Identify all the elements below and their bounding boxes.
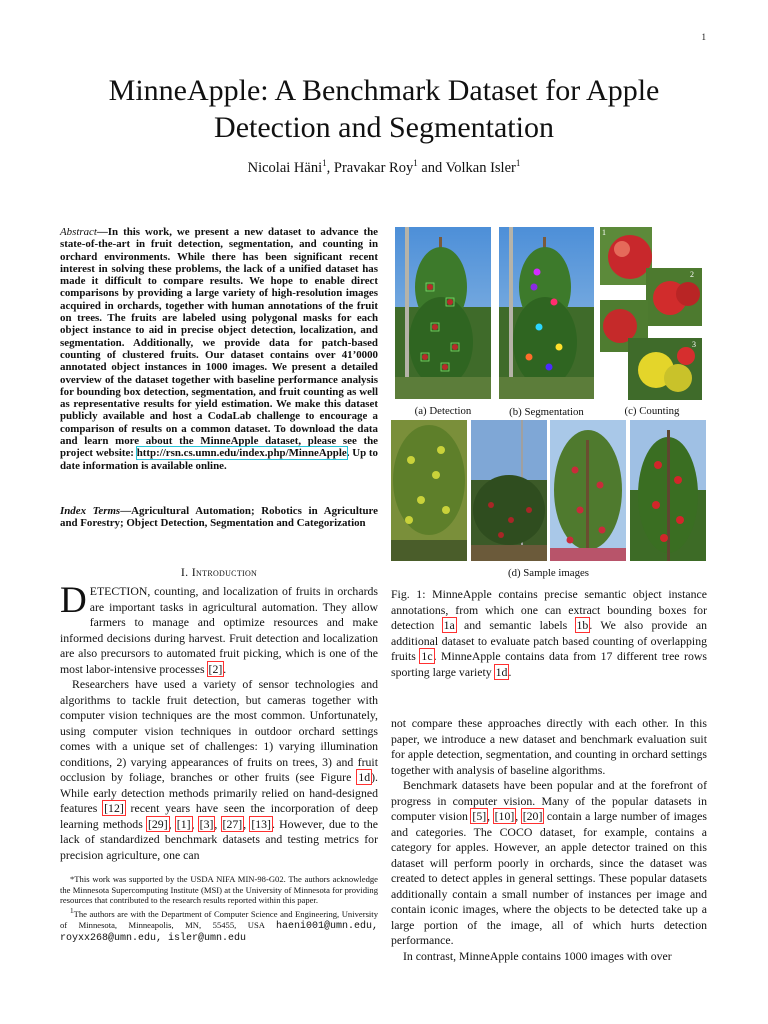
subcaption-c: (c) Counting <box>624 405 680 417</box>
subcaption-b: (b) Segmentation <box>509 406 584 418</box>
funding-footnote: *This work was supported by the USDA NIFA MIN-98-G02. The authors acknowledge the Minnesota Supercomputing Institute (MSI) at the University of Minnesota for providing resources that contributed to the research results reported within this paper. <box>60 874 378 906</box>
title-line-1: MinneApple: A Benchmark Dataset for Apple <box>108 74 660 107</box>
figure-caption: Fig. 1: MinneApple contains precise semantic object instance annotations, from which one can extract bounding boxes for detection 1a and semantic labels 1b. We also provide an additional dataset to evaluate patch based counting of overlapping fruits 1c. MinneApple contains data from 17 different tree rows sporting large variety 1d. <box>391 587 707 679</box>
figure-ref-link[interactable]: 1a <box>443 618 455 632</box>
citation-link[interactable]: [12] <box>104 801 124 815</box>
count-label-2: 2 <box>690 270 694 279</box>
author-2: Pravakar Roy <box>333 159 414 176</box>
figure-ref-link[interactable]: 1b <box>576 618 589 632</box>
segmentation-image <box>499 227 594 399</box>
figure-ref-link[interactable]: 1d <box>495 664 508 679</box>
citation-link[interactable]: [1] <box>176 816 191 831</box>
counting-patch-1 <box>600 227 652 285</box>
author-3: Volkan Isler <box>445 159 516 176</box>
intro-body <box>60 580 379 863</box>
right-paragraph-3: In contrast, MinneApple contains 1000 images with over <box>403 948 672 963</box>
right-body <box>391 716 707 964</box>
author-emails: haeni001@umn.edu, royxx268@umn.edu, isler@umn.edu <box>60 920 378 945</box>
author-list: Nicolai Häni$^1$, Pravakar Roy$^1$ and Volkan Isler$^1$ <box>247 158 521 176</box>
sample-image-1 <box>391 420 467 561</box>
sample-image-2 <box>471 420 547 561</box>
index-terms: Index Terms—Agricultural Automation; Robotics in Agriculture and Forestry; Object Detection, Segmentation and Categorization <box>60 505 378 530</box>
citation-link[interactable]: [5] <box>472 809 487 823</box>
sample-image-3 <box>550 420 626 561</box>
author-1: Nicolai Häni <box>247 159 323 176</box>
abstract-label: Abstract <box>60 226 97 238</box>
counting-patch-4 <box>628 338 702 400</box>
citation-link[interactable]: [13] <box>251 816 271 831</box>
citation-link[interactable]: [27] <box>222 816 243 831</box>
project-link[interactable]: http://rsn.cs.umn.edu/index.php/MinneApple <box>136 447 347 460</box>
intro-paragraph-2: Researchers have used a variety of sensor technologies and algorithms to tackle fruit detection, but cameras together with computer vision techniques are the most common. Unfortunately, using computer vision techniques in outdoor orchard settings comes with a unique set of challenges: 1) varying illumination conditions, 2) varying appearances of fruits on trees, 3) and fruit occlusion by foliage, branches or other fruits (see Figure 1d). While early detection methods primarily relied on hand-designed features [12] recent years have seen the incorporation of deep learning methods [29], [1], [3], [27], [13]. However, due to the lack of standardized benchmark datasets and testing metrics for precision agriculture, one can <box>60 677 379 862</box>
figure-ref-link[interactable]: 1d <box>358 770 371 784</box>
footnotes <box>60 874 378 945</box>
citation-link[interactable]: [29] <box>147 816 168 831</box>
index-terms-label: Index Terms <box>60 505 121 517</box>
count-label-3: 3 <box>692 340 696 349</box>
intro-paragraph-1: DETECTION, counting, and localization of fruits in orchards are important tasks in agricultural automation. They allow farmers to manage and optimize resources and make informed decisions during harvest. Fruit detection and localization are also precursors to automated fruit picking, which is one of the most labor-intensive processes [2]. <box>60 580 378 676</box>
sample-image-4 <box>630 420 706 561</box>
citation-link[interactable]: [20] <box>522 809 543 823</box>
right-paragraph-1: not compare these approaches directly with each other. In this paper, we introduce a new dataset and benchmark evaluation suit for apple detection, segmentation, and counting in orchard settings together with analysis of baseline algorithms. <box>391 716 707 777</box>
paper-title <box>0 72 768 146</box>
count-label-1: 1 <box>602 228 606 237</box>
title-line-2: Detection and Segmentation <box>214 111 554 144</box>
section-heading: I. Introduction <box>180 565 258 579</box>
detection-image <box>395 227 491 399</box>
citation-link[interactable]: [3] <box>199 816 214 831</box>
subcaption-d: (d) Sample images <box>508 567 589 579</box>
citation-link[interactable]: [2] <box>208 661 223 676</box>
abstract: Abstract—In this work, we present a new dataset to advance the state-of-the-art in fruit detection, segmentation, and counting in orchard environments. While there has been significant recent interest in solving these problems, the lack of a unified dataset has made it difficult to compare results. We hope to enable direct comparisons by providing a large variety of high-resolution images acquired in orchards, together with human annotations of the fruit on trees. The fruits are labeled using polygonal masks for each object instance to aid in precise object detection, localization, and segmentation. Additionally, we provide data for patch-based counting of clustered fruits. Our dataset contains over 41’0000 annotated object instances in 1000 images. We present a detailed overview of the dataset together with baseline performance analysis for bounding box detection, segmentation, and fruit counting as well as representative results for yield estimation. We make this dataset publicly available and host a CodaLab challenge to encourage a comparison of results on a common dataset. To download the data and learn more about the MinneApple dataset, please see the project website: http://rsn.cs.umn.edu/index.php/MinneApple. Up to date information is available online. <box>60 226 378 472</box>
citation-link[interactable]: [10] <box>494 809 515 823</box>
drop-cap: D <box>60 580 87 621</box>
figure-ref-link[interactable]: 1c <box>421 649 433 663</box>
page-number: 1 <box>701 32 706 42</box>
affiliation-footnote: $^1$The authors are with the Department of Computer Science and Engineering, University of Minnesota, Minneapolis, MN, 55455, USA haeni001@umn.edu, royxx268@umn.edu, isler@umn.edu <box>60 907 378 945</box>
right-paragraph-2: Benchmark datasets have been popular and at the forefront of progress in computer vision. Many of the popular datasets in computer vision [5], [10], [20] contain a large number of images and categories. The COCO dataset, for example, contains a category for apples. However, an apple detector trained on this dataset will perform poorly in orchards, since the dataset was created to detect apples in general settings. These popular datasets additionally contain a small number of instances per image and contain iconic images, where the objects to be detected take up a large portion of the image, all of which hurts detection performance. <box>391 778 707 947</box>
subcaption-a: (a) Detection <box>414 405 472 417</box>
